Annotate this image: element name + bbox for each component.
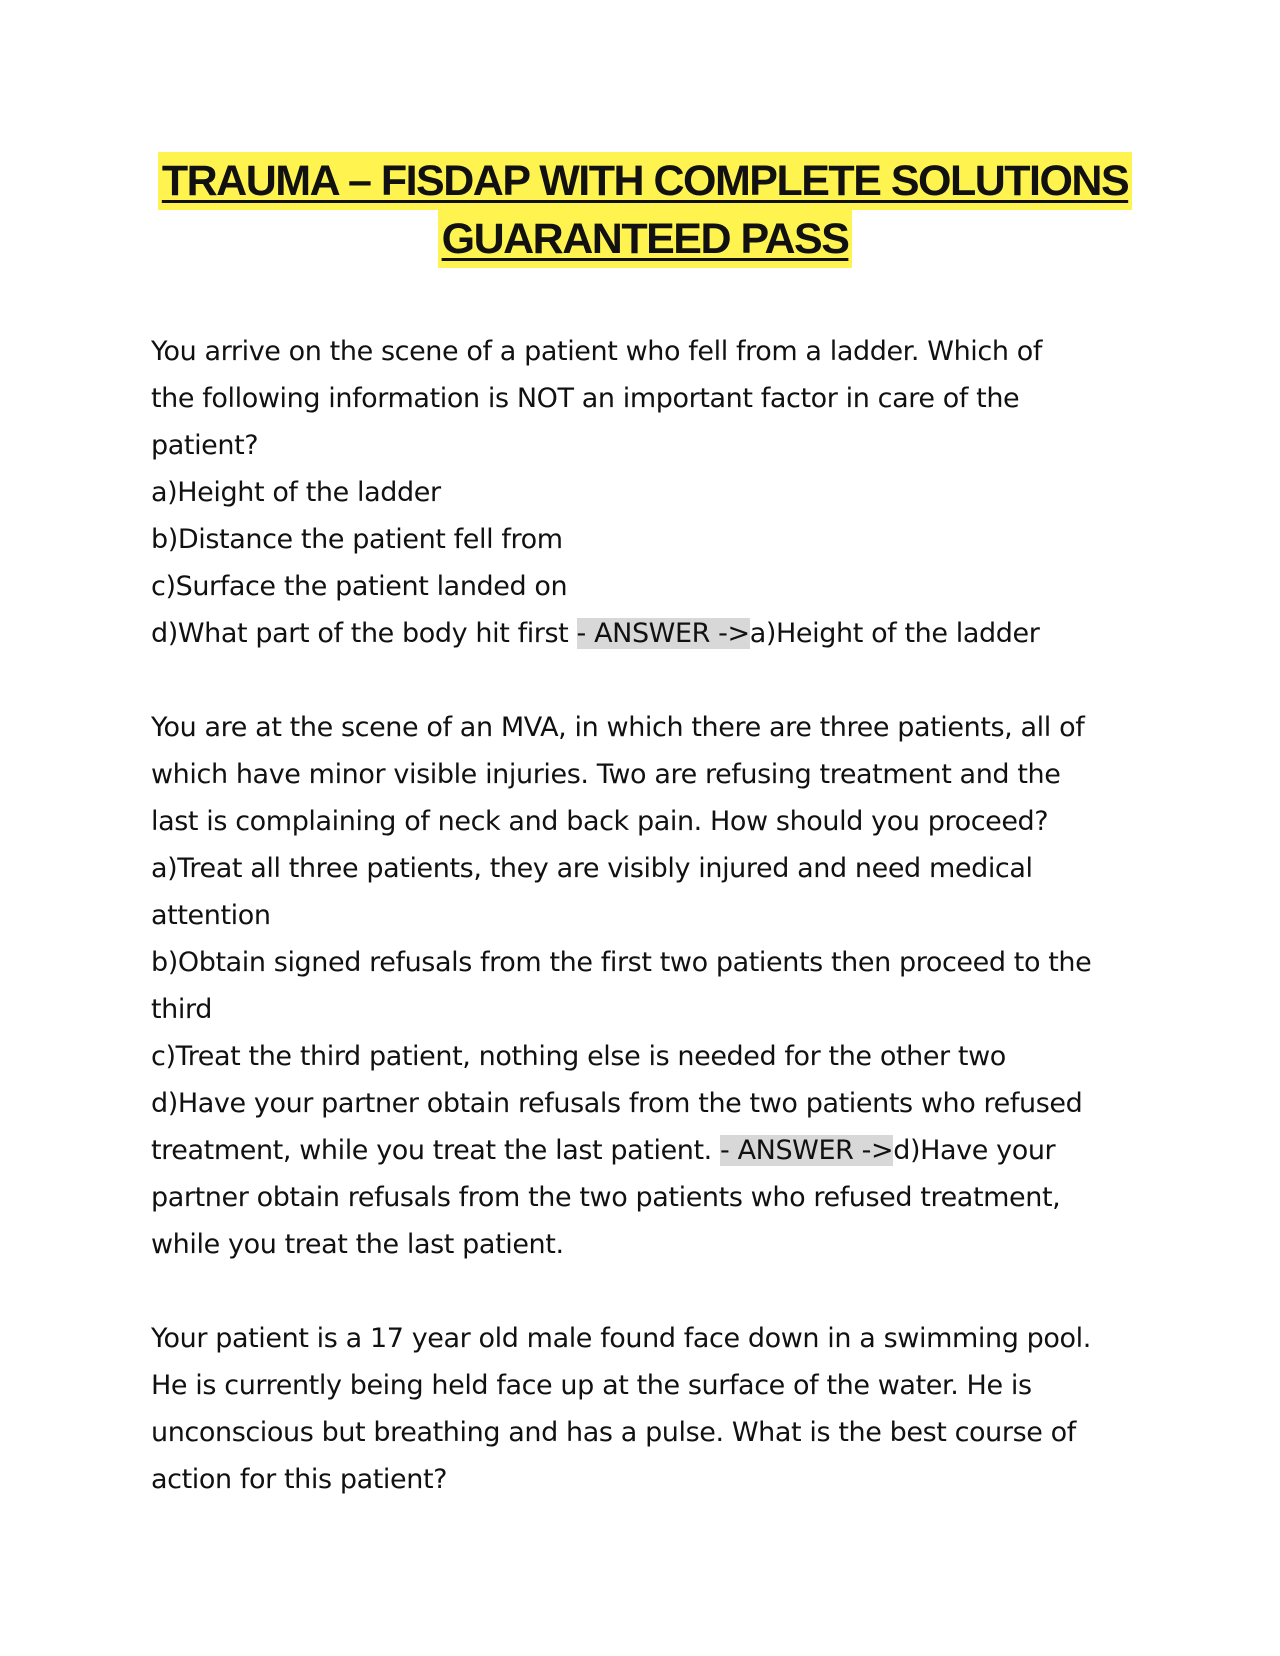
answer-line-prefix: d)What part of the body hit first [151,618,577,649]
question-stem-line: He is currently being held face up at the surface of the water. He is [151,1370,1032,1401]
question-stem-line: You are at the scene of an MVA, in which there are three patients, all of [151,712,1085,743]
question-block-1 [151,328,1141,657]
answer-option: a)Treat all three patients, they are visibly injured and need medical [151,853,1033,884]
answer-option: a)Height of the ladder [151,477,441,508]
question-stem-line: You arrive on the scene of a patient who fell from a ladder. Which of [151,336,1042,367]
question-block-3 [151,1315,1141,1503]
answer-line-prefix: treatment, while you treat the last patient. [151,1135,721,1166]
answer-marker: - ANSWER -> [720,1135,894,1166]
answer-line [151,1127,1141,1174]
answer-option: c)Treat the third patient, nothing else is needed for the other two [151,1041,1006,1072]
question-stem-line: the following information is NOT an important factor in care of the [151,383,1020,414]
correct-answer: d)Have your [893,1135,1056,1166]
answer-option: b)Obtain signed refusals from the first two patients then proceed to the [151,947,1092,978]
document-title [150,152,1140,268]
question-block-2 [151,704,1141,1268]
answer-option: attention [151,900,271,931]
question-stem-line: which have minor visible injuries. Two are refusing treatment and the [151,759,1061,790]
title-line-1: TRAUMA – FISDAP WITH COMPLETE SOLUTIONS [158,152,1132,210]
answer-option: third [151,994,212,1025]
question-stem-line: Your patient is a 17 year old male found face down in a swimming pool. [151,1323,1091,1354]
answer-marker: - ANSWER -> [576,618,750,649]
title-line-2: GUARANTEED PASS [438,210,853,268]
question-stem-line: action for this patient? [151,1464,448,1495]
question-stem-line: last is complaining of neck and back pain. How should you proceed? [151,806,1049,837]
document-body [151,328,1141,1550]
correct-answer-continuation: partner obtain refusals from the two patients who refused treatment, [151,1182,1061,1213]
answer-option: c)Surface the patient landed on [151,571,568,602]
answer-option: d)Have your partner obtain refusals from the two patients who refused [151,1088,1083,1119]
answer-line [151,610,1141,657]
question-stem-line: unconscious but breathing and has a pulse. What is the best course of [151,1417,1076,1448]
answer-option: b)Distance the patient fell from [151,524,563,555]
question-stem-line: patient? [151,430,259,461]
correct-answer-continuation: while you treat the last patient. [151,1229,564,1260]
correct-answer: a)Height of the ladder [749,618,1040,649]
